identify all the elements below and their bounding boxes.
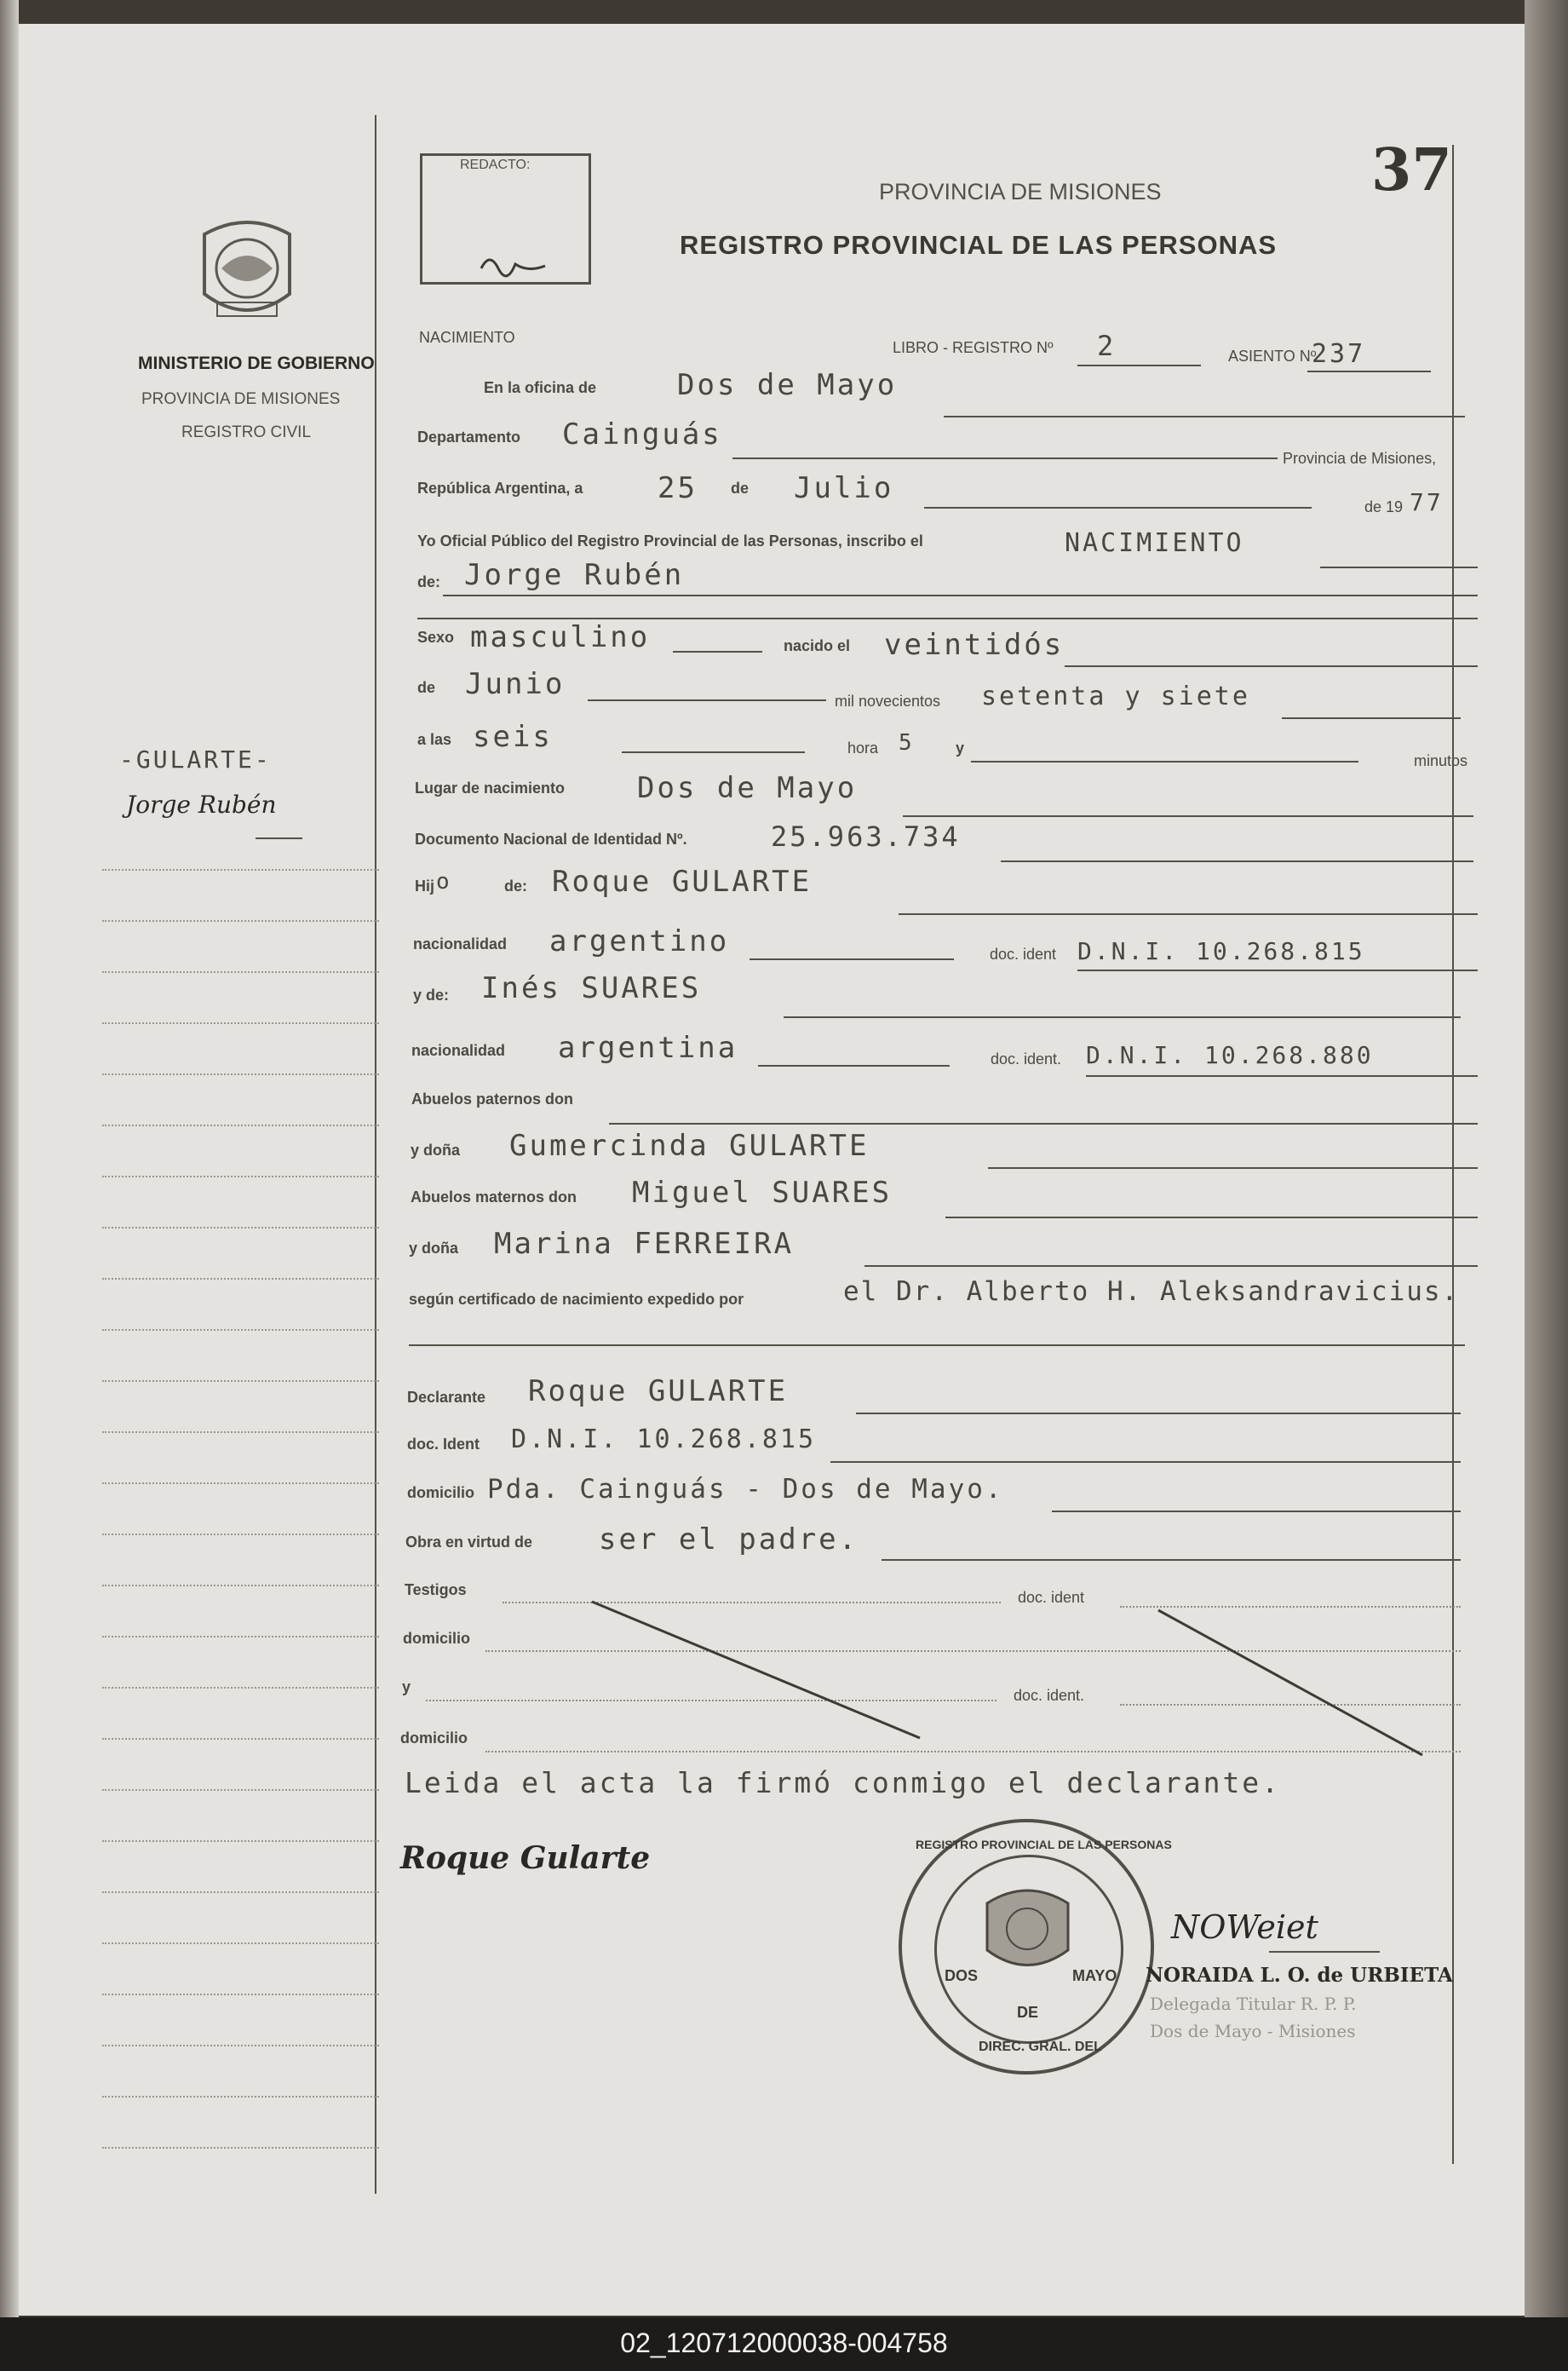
margin-rule [102, 1278, 379, 1280]
official-place: Dos de Mayo - Misiones [1150, 2021, 1356, 2041]
page-edge [1525, 0, 1568, 2317]
dia-nac-value: veintidós [884, 628, 1065, 662]
y-label: y [956, 739, 965, 757]
libro-line [1077, 365, 1201, 366]
official-role: Delegada Titular R. P. P. [1150, 1994, 1357, 2014]
de-padre-label: de: [504, 878, 527, 895]
domicilio1-label: domicilio [403, 1630, 471, 1647]
mes-nac-value: Junio [465, 667, 566, 701]
mes-value: Julio [794, 471, 894, 505]
margin-rule [102, 1073, 379, 1075]
redacto-label: REDACTO: [460, 158, 531, 172]
margin-rule [102, 2147, 379, 2149]
docid1-label: doc. ident [1018, 1589, 1085, 1606]
padre-line [899, 913, 1478, 915]
ap-don-label: Abuelos paternos don [411, 1091, 574, 1108]
doc2-label: doc. ident. [991, 1050, 1062, 1068]
nac1-value: argentino [549, 924, 730, 958]
asiento-line [1307, 371, 1431, 372]
dni-line [1001, 860, 1473, 862]
cert-label: según certificado de nacimiento expedido por [409, 1291, 744, 1308]
obra-value: ser el padre. [599, 1522, 859, 1557]
margin-rule [102, 1585, 379, 1586]
margin-rule [102, 869, 379, 871]
libro-value: 2 [1097, 330, 1117, 362]
asiento-value: 237 [1312, 339, 1366, 369]
anio-nac-line [1282, 717, 1461, 719]
yde-label: y de: [413, 987, 450, 1004]
seal-emblem-icon [979, 1882, 1077, 1980]
nombre-label: de: [417, 573, 440, 590]
official-signature: NOWeiet [1171, 1908, 1318, 1946]
y2-label: y [402, 1678, 411, 1695]
oficina-line [944, 416, 1465, 417]
doc2-line [1086, 1075, 1478, 1077]
margin-rule [102, 2045, 379, 2046]
header-province: PROVINCIA DE MISIONES [879, 179, 1162, 204]
page-number: 37 [1371, 136, 1452, 204]
dia-value: 25 [658, 471, 698, 505]
ap-don-line [609, 1123, 1478, 1125]
ministry-title: MINISTERIO DE GOBIERNO [138, 354, 375, 373]
seal-top-text: REGISTRO PROVINCIAL DE LAS PERSONAS [916, 1838, 1172, 1851]
mes-nac-line [588, 699, 826, 701]
ap-dona-value: Gumercinda GULARTE [509, 1129, 870, 1163]
book-spine [0, 0, 19, 2317]
margin-rule [102, 1227, 379, 1229]
official-sig-stroke [1269, 1951, 1380, 1953]
declarante-value: Roque GULARTE [528, 1374, 789, 1408]
margin-rule [102, 1022, 379, 1024]
dni-value: 25.963.734 [771, 820, 961, 853]
official-name: NORAIDA L. O. de URBIETA [1146, 1964, 1453, 1987]
de2-label: de [417, 679, 436, 696]
margin-rule [102, 1431, 379, 1433]
seal-bottom-text: DIREC. GRAL. DEL [979, 2040, 1102, 2054]
hora-value: seis [473, 720, 553, 754]
inscribo-label: Yo Oficial Público del Registro Provincial de las Personas, inscribo el [417, 532, 923, 550]
margin-rule [102, 1738, 379, 1740]
madre-line [784, 1016, 1461, 1018]
obra-label: Obra en virtud de [405, 1534, 533, 1551]
dia-nac-line [1065, 665, 1478, 667]
declarante-label: Declarante [407, 1389, 486, 1406]
ap-dona-label: y doña [411, 1142, 461, 1159]
registry-seal [899, 1819, 1172, 2075]
doc2-value: D.N.I. 10.268.880 [1086, 1041, 1374, 1069]
testigos-crossout [588, 1593, 1439, 1764]
nac2-line [758, 1065, 950, 1067]
republica-label: República Argentina, a [417, 480, 583, 497]
redacto-initials-icon [477, 247, 554, 281]
padre-value: Roque GULARTE [552, 865, 813, 899]
departamento-value: Cainguás [562, 417, 722, 452]
lugar-line [903, 815, 1473, 817]
anio-label: de 19 [1364, 498, 1404, 515]
anio-nac-value: setenta y siete [981, 682, 1250, 711]
margin-rule [102, 1482, 379, 1484]
margin-province: PROVINCIA DE MISIONES [141, 390, 341, 408]
am-dona-line [864, 1265, 1478, 1267]
margin-divider [375, 115, 376, 2194]
margin-rule [102, 920, 379, 922]
minutos-label: minutos [1414, 752, 1468, 769]
hora-num: 5 [899, 730, 915, 756]
margin-underline [256, 837, 302, 839]
lugar-value: Dos de Mayo [637, 771, 858, 805]
margin-rule [102, 1125, 379, 1126]
madre-value: Inés SUARES [481, 971, 702, 1005]
seal-inner-2: DE [1017, 2004, 1039, 2021]
margin-rule [102, 1380, 379, 1382]
margin-rule [102, 1687, 379, 1689]
inscribo-line [1320, 567, 1478, 568]
margin-rule [102, 1534, 379, 1535]
obra-line [882, 1559, 1461, 1561]
margin-rule [102, 1789, 379, 1791]
am-dona-label: y doña [409, 1240, 459, 1257]
hijo-label: Hij [415, 878, 435, 895]
provincia-label: Provincia de Misiones, [1283, 450, 1437, 467]
seal-inner-3: MAYO [1072, 1967, 1117, 1984]
am-don-label: Abuelos maternos don [411, 1188, 577, 1206]
domicilio-label: domicilio [407, 1484, 475, 1501]
margin-rule [102, 1994, 379, 1995]
margin-rule [102, 1636, 379, 1637]
nac2-value: argentina [558, 1031, 738, 1065]
docd-label: doc. Ident [407, 1436, 480, 1453]
domicilio2-label: domicilio [400, 1729, 468, 1747]
alas-label: a las [417, 731, 452, 748]
ministry-crest-icon [196, 217, 298, 328]
nac1-label: nacionalidad [413, 935, 508, 952]
hijo-suffix: o [436, 869, 452, 895]
cert-value: el Dr. Alberto H. Aleksandravicius. [843, 1276, 1460, 1307]
sexo-line [673, 651, 762, 653]
testigos-label: Testigos [405, 1581, 467, 1598]
margin-registry: REGISTRO CIVIL [181, 423, 312, 441]
docd-value: D.N.I. 10.268.815 [511, 1424, 817, 1454]
cert-line [409, 1344, 1465, 1346]
am-don-line [945, 1217, 1478, 1218]
doc1-label: doc. ident [990, 946, 1057, 963]
nac2-label: nacionalidad [411, 1042, 506, 1059]
libro-label: LIBRO - REGISTRO Nº [893, 339, 1054, 356]
seal-inner-1: DOS [945, 1967, 979, 1984]
domicilio-value: Pda. Cainguás - Dos de Mayo. [487, 1474, 1004, 1505]
inscribo-value: NACIMIENTO [1065, 528, 1244, 558]
asiento-label: ASIENTO Nº [1228, 348, 1317, 365]
margin-given-name: Jorge Rubén [126, 791, 277, 819]
departamento-line [732, 458, 1278, 459]
departamento-label: Departamento [417, 429, 521, 446]
docid2-label: doc. ident. [1014, 1687, 1085, 1704]
margin-rule [102, 1891, 379, 1893]
sexo-label: Sexo [417, 629, 455, 646]
lugar-label: Lugar de nacimiento [415, 780, 566, 797]
nombre-line-2 [417, 618, 1478, 619]
header-title: REGISTRO PROVINCIAL DE LAS PERSONAS [680, 230, 1278, 260]
ap-dona-line [988, 1167, 1478, 1169]
sexo-value: masculino [470, 620, 651, 654]
margin-rule [102, 2096, 379, 2098]
margin-rule [102, 1329, 379, 1331]
oficina-value: Dos de Mayo [677, 368, 898, 402]
nombre-value: Jorge Rubén [464, 558, 685, 592]
leida-value: Leida el acta la firmó conmigo el declarante. [405, 1766, 1282, 1799]
de-label: de [731, 480, 750, 497]
domicilio-line [1052, 1511, 1461, 1512]
dni-label: Documento Nacional de Identidad Nº. [415, 831, 687, 848]
nac1-line [750, 958, 954, 960]
margin-rule [102, 1176, 379, 1177]
form-right-border [1452, 145, 1454, 2164]
mes-line [924, 507, 1312, 509]
nombre-line [443, 595, 1478, 596]
declarant-signature: Roque Gularte [400, 1840, 651, 1876]
margin-rule [102, 1840, 379, 1842]
am-dona-value: Marina FERREIRA [494, 1227, 795, 1261]
doc1-value: D.N.I. 10.268.815 [1077, 937, 1365, 965]
doc1-line [1077, 970, 1478, 971]
hora-label: hora [847, 739, 879, 757]
mil-label: mil novecientos [835, 693, 941, 710]
minutos-line [971, 761, 1358, 763]
hora-line [622, 751, 805, 753]
oficina-label: En la oficina de [484, 379, 597, 396]
margin-rule [102, 1942, 379, 1944]
nacido-label: nacido el [784, 637, 851, 654]
margin-surname: -GULARTE- [119, 745, 272, 774]
margin-rule [102, 971, 379, 973]
anio-value: 77 [1410, 488, 1444, 516]
am-don-value: Miguel SUARES [632, 1176, 893, 1210]
image-caption: 02_120712000038-004758 [620, 2328, 948, 2358]
docd-line [830, 1461, 1461, 1463]
nacimiento-heading: NACIMIENTO [419, 329, 515, 346]
declarante-line [856, 1413, 1461, 1414]
